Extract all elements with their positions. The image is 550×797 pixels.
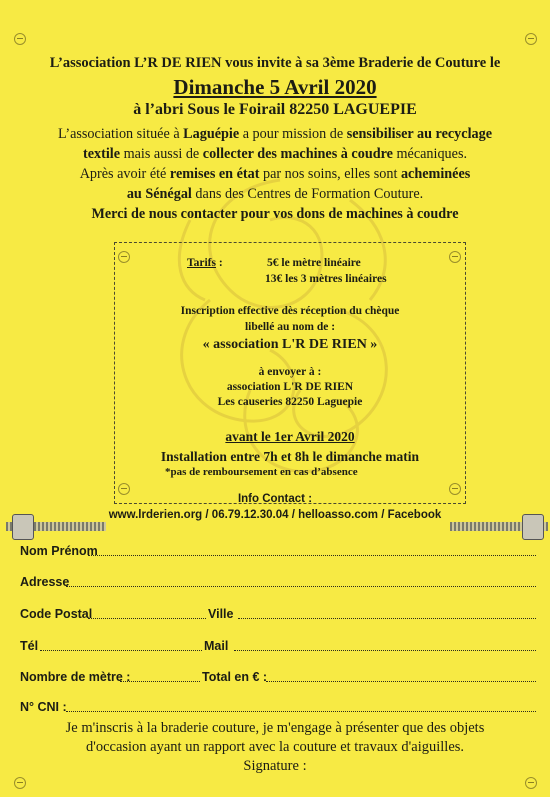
tarif-2: 13€ les 3 mètres linéaires <box>265 273 387 285</box>
field-tel-mail[interactable] <box>20 639 540 655</box>
corner-screw-icon <box>525 33 537 45</box>
field-line[interactable] <box>266 681 536 682</box>
installation-time: Installation entre 7h et 8h le dimanche matin <box>160 449 420 464</box>
send-to-name: association L'R DE RIEN <box>226 381 354 393</box>
send-to-address: Les causeries 82250 Laguepie <box>217 396 363 408</box>
field-nom-prenom[interactable] <box>20 544 540 560</box>
field-label: Nombre de mètre : <box>20 670 131 684</box>
intro-line-2: textile mais aussi de collecter des machines à coudre mécaniques. <box>82 146 468 162</box>
corner-screw-icon <box>525 777 537 789</box>
field-line[interactable] <box>88 555 536 556</box>
field-label: N° CNI : <box>20 700 67 714</box>
tarifs-label: Tarifs : <box>187 257 223 269</box>
info-box <box>114 242 466 504</box>
intro-line-1: L’association située à Laguépie a pour mission de sensibiliser au recyclage <box>58 126 492 142</box>
event-place: à l’abri Sous le Foirail 82250 LAGUEPIE <box>133 101 417 118</box>
inscription-line-1: Inscription effective dès réception du chèque <box>180 305 400 317</box>
send-to-label: à envoyer à : <box>258 366 322 378</box>
signature-label[interactable]: Signature : <box>243 758 307 774</box>
field-line[interactable] <box>66 586 536 587</box>
contact-title: Info Contact : <box>237 493 313 505</box>
field-line[interactable] <box>120 681 200 682</box>
field-line[interactable] <box>238 618 536 619</box>
corner-screw-icon <box>14 33 26 45</box>
corner-screw-icon <box>14 777 26 789</box>
tarif-1: 5€ le mètre linéaire <box>267 257 361 269</box>
field-cni[interactable] <box>20 700 540 716</box>
commitment-line-2: d'occasion ayant un rapport avec la couture et travaux d'aiguilles. <box>85 739 465 755</box>
refund-note: *pas de remboursement en cas d’absence <box>165 466 358 478</box>
event-date: Dimanche 5 Avril 2020 <box>173 75 377 99</box>
field-line[interactable] <box>40 650 202 651</box>
field-label: Nom Prénom <box>20 544 98 558</box>
intro-line-5: Merci de nous contacter pour vos dons de machines à coudre <box>91 206 459 222</box>
field-line[interactable] <box>88 618 206 619</box>
contact-line: www.lrderien.org / 06.79.12.30.04 / helloasso.com / Facebook <box>108 509 442 521</box>
box-screw-icon <box>449 251 461 263</box>
box-screw-icon <box>118 251 130 263</box>
field-label: Adresse <box>20 575 70 589</box>
payee-name: « association L'R DE RIEN » <box>202 337 378 352</box>
field-label: Mail <box>204 639 229 653</box>
field-line[interactable] <box>66 711 536 712</box>
intro-line-3: Après avoir été remises en état par nos soins, elles sont acheminées <box>79 166 471 182</box>
field-label: Tél <box>20 639 39 653</box>
field-label: Code Postal <box>20 607 93 621</box>
field-adresse[interactable] <box>20 575 540 591</box>
field-metres-total[interactable] <box>20 670 540 686</box>
field-code-ville[interactable] <box>20 607 540 623</box>
field-line[interactable] <box>234 650 536 651</box>
intro-line-4: au Sénégal dans des Centres de Formation Couture. <box>126 186 424 202</box>
field-label: Ville <box>208 607 234 621</box>
inscription-line-2: libellé au nom de : <box>244 321 336 333</box>
invitation-line: L’association L’R DE RIEN vous invite à sa 3ème Braderie de Couture le <box>49 55 501 71</box>
commitment-line-1: Je m'inscris à la braderie couture, je m'engage à présenter que des objets <box>65 720 485 736</box>
field-label: Total en € : <box>202 670 268 684</box>
deadline: avant le 1er Avril 2020 <box>225 429 355 444</box>
